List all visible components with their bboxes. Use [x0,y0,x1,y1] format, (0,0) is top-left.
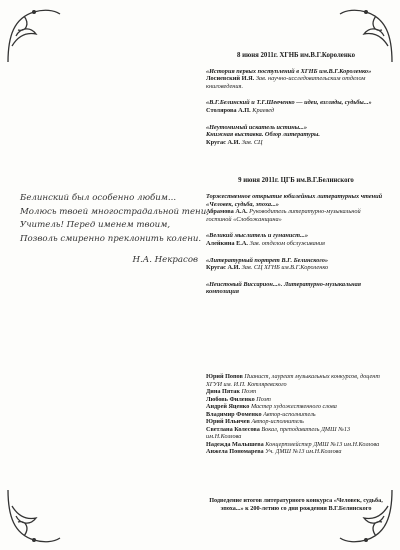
performer-name: Светлана Колесова [206,425,260,433]
performer-name: Владимир Фоменко [206,410,262,418]
poem-line: Позволь смиренно преклонить колени. [20,233,202,244]
poem-author: Н.А. Некрасов [132,255,198,265]
speaker-name: Столярова А.П. [206,106,251,114]
contest-results-note: Подведение итогов литературного конкурса «Человек, судьба, эпоха...» к 200-летию со дня рождения В.Г.Белинского [209,497,383,512]
event-title: «В.Г.Белинский и Т.Г.Шевченко — идеи, взгляды, судьбы...» [206,99,372,107]
event-title: «История первых поступлений в ХГНБ им.В.Г.Короленко» [206,67,372,75]
speaker-name: Алейкина Е.А. [206,239,249,247]
performer-row [206,411,386,419]
performer-role: Вокал, преподаватель ДМШ №13 им.Н.Козлова [206,425,351,440]
performer-role: Автор-исполнитель [263,410,316,418]
event-title: Торжественное открытие юбилейных литературных чтений «Человек, судьба, эпоха...» [206,192,383,208]
poem-epigraph [20,192,209,268]
performer-name: Юрий Попов [206,373,243,380]
performer-name: Любовь Филенко [206,395,255,403]
event-speaker [206,75,386,90]
speaker-name: Кругас А.И. [206,264,241,272]
event-item [206,68,386,91]
performer-row [206,426,386,441]
performer-role: Пианист, лауреат музыкальных конкурсов, доцент ХГУИ им. И.П. Котляревского [206,373,380,388]
performer-name: Юрий Ильичев [206,418,250,425]
event-title: «Неистовый Виссарион...». Литературно-музыкальная композиция [206,280,362,296]
event-item [206,257,386,272]
performer-row [206,396,386,404]
performer-name: Надежда Малышева [206,440,264,448]
speaker-role: Зав. СЦ [241,138,263,146]
performer-row [206,441,386,449]
performer-row [206,373,386,388]
performer-role: Мастер художественного слова [250,403,337,410]
performer-role: Поэт [241,388,257,395]
event-description: Книжная выставка. Обзор литературы. [206,131,320,139]
event-item [206,124,386,147]
event-item [206,99,386,114]
event-title: «Литературный портрет В.Г. Белинского» [206,256,329,264]
performer-role: Поэт [256,395,271,403]
section-header: 8 июня 2011г. ХГНБ им.В.Г.Короленко [237,52,355,59]
event-speaker [206,107,386,115]
speaker-role: Зав. СЦ ХГНБ им.В.Г.Короленко [241,264,329,272]
performer-name: Анжела Пономарева [206,448,264,455]
performers-list [206,373,386,456]
performer-role: Автор-исполнитель [251,418,304,425]
performer-role: Уч. ДМШ №13 им.Н.Козлова [265,448,342,455]
performer-row [206,448,386,456]
event-speaker [206,264,386,272]
event-speaker [206,139,386,147]
corner-ornament [336,486,396,546]
event-speaker [206,240,386,248]
section-header: 9 июня 2011г. ЦГБ им.В.Г.Белинского [238,177,354,185]
speaker-role: Руководитель литературно-музыкальной гостиной «Слобожанщина» [206,208,361,223]
performer-row [206,388,386,396]
poem-line: Молюсь твоей многострадальной тени, [20,206,209,217]
speaker-name: Лосиевский И.Я. [206,75,255,83]
event-item [206,281,386,296]
speaker-name: Кругас А.И. [206,138,241,146]
poem-line: Белинский был особенно любим... [20,193,177,203]
event-title: «Великий мыслитель и гуманист...» [206,232,308,240]
speaker-name: Абрамова А.А. [206,208,248,216]
event-title: «Неутомимый искатель истины...» [206,123,307,131]
corner-ornament [4,6,64,66]
event-speaker [206,208,386,223]
event-item [206,193,386,223]
speaker-role: Зав. отделом обслуживания [249,239,325,247]
performer-name: Андрей Яценко [206,403,250,410]
speaker-role: Зав. научно-исследовательским отделом книговедения. [206,75,366,90]
corner-ornament [4,486,64,546]
event-item [206,232,386,247]
performer-row [206,418,386,426]
performer-name: Дина Пятак [206,388,240,395]
poem-line: Учитель! Перед именем твоим, [20,220,171,230]
speaker-role: Краевед [252,106,275,114]
program-column [206,52,386,305]
performer-role: Концертмейстер ДМШ №13 им.Н.Козлова [265,440,380,448]
performer-row [206,403,386,411]
